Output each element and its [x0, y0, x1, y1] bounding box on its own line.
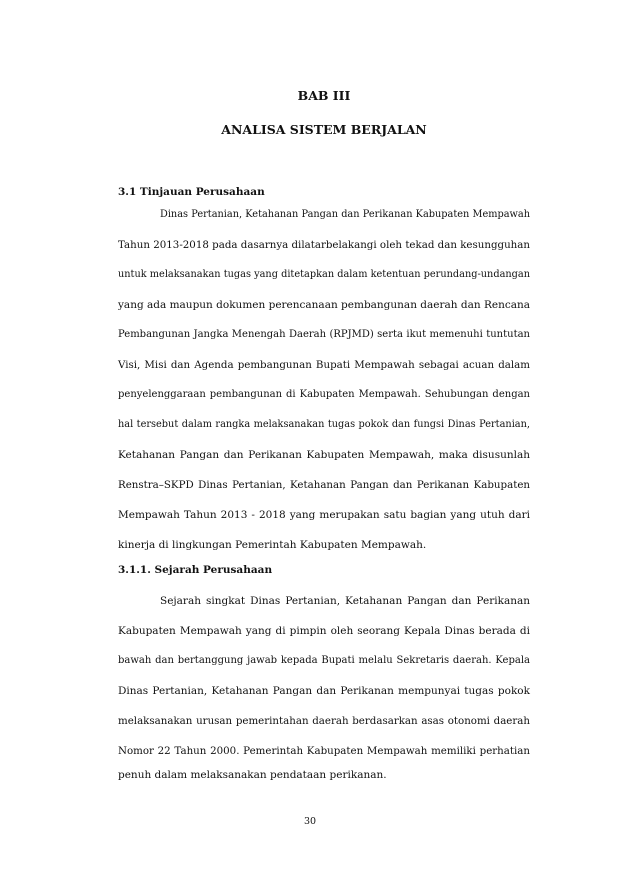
subsection-heading: 3.1.1. Sejarah Perusahaan: [118, 564, 273, 576]
paragraph-line: yang ada maupun dokumen perencanaan pembangunan daerah dan Rencana: [118, 299, 530, 311]
paragraph-line: Mempawah Tahun 2013 - 2018 yang merupakan satu bagian yang utuh dari: [118, 509, 530, 521]
paragraph-line: untuk melaksanakan tugas yang ditetapkan dalam ketentuan perundang-undangan: [118, 269, 530, 280]
paragraph-line: bawah dan bertanggung jawab kepada Bupati melalu Sekretaris daerah. Kepala: [118, 655, 530, 666]
paragraph-line: Dinas Pertanian, Ketahanan Pangan dan Perikanan mempunyai tugas pokok: [118, 685, 530, 697]
paragraph-line: Tahun 2013-2018 pada dasarnya dilatarbelakangi oleh tekad dan kesungguhan: [118, 239, 530, 251]
paragraph-line: melaksanakan urusan pemerintahan daerah berdasarkan asas otonomi daerah: [118, 715, 530, 727]
paragraph-line: Visi, Misi dan Agenda pembangunan Bupati Mempawah sebagai acuan dalam: [118, 359, 530, 371]
paragraph-line: Ketahanan Pangan dan Perikanan Kabupaten Mempawah, maka disusunlah: [118, 449, 530, 461]
page-number: 30: [303, 816, 317, 827]
paragraph-line: Sejarah singkat Dinas Pertanian, Ketahanan Pangan dan Perikanan: [160, 595, 530, 607]
paragraph-line: hal tersebut dalam rangka melaksanakan tugas pokok dan fungsi Dinas Pertanian,: [118, 419, 530, 430]
paragraph-line: penuh dalam melaksanakan pendataan perikanan.: [118, 769, 387, 781]
paragraph-line: Nomor 22 Tahun 2000. Pemerintah Kabupaten Mempawah memiliki perhatian: [118, 745, 530, 757]
paragraph-line: Kabupaten Mempawah yang di pimpin oleh seorang Kepala Dinas berada di: [118, 625, 530, 637]
paragraph-line: Renstra–SKPD Dinas Pertanian, Ketahanan Pangan dan Perikanan Kabupaten: [118, 479, 530, 491]
chapter-title: ANALISA SISTEM BERJALAN: [221, 122, 427, 137]
paragraph-line: Pembangunan Jangka Menengah Daerah (RPJMD) serta ikut memenuhi tuntutan: [118, 329, 530, 340]
section-heading: 3.1 Tinjauan Perusahaan: [118, 186, 265, 198]
paragraph-line: penyelenggaraan pembangunan di Kabupaten Mempawah. Sehubungan dengan: [118, 389, 530, 400]
chapter-number: BAB III: [297, 88, 351, 103]
paragraph-line: kinerja di lingkungan Pemerintah Kabupaten Mempawah.: [118, 539, 427, 551]
paragraph-line: Dinas Pertanian, Ketahanan Pangan dan Perikanan Kabupaten Mempawah: [160, 209, 530, 220]
